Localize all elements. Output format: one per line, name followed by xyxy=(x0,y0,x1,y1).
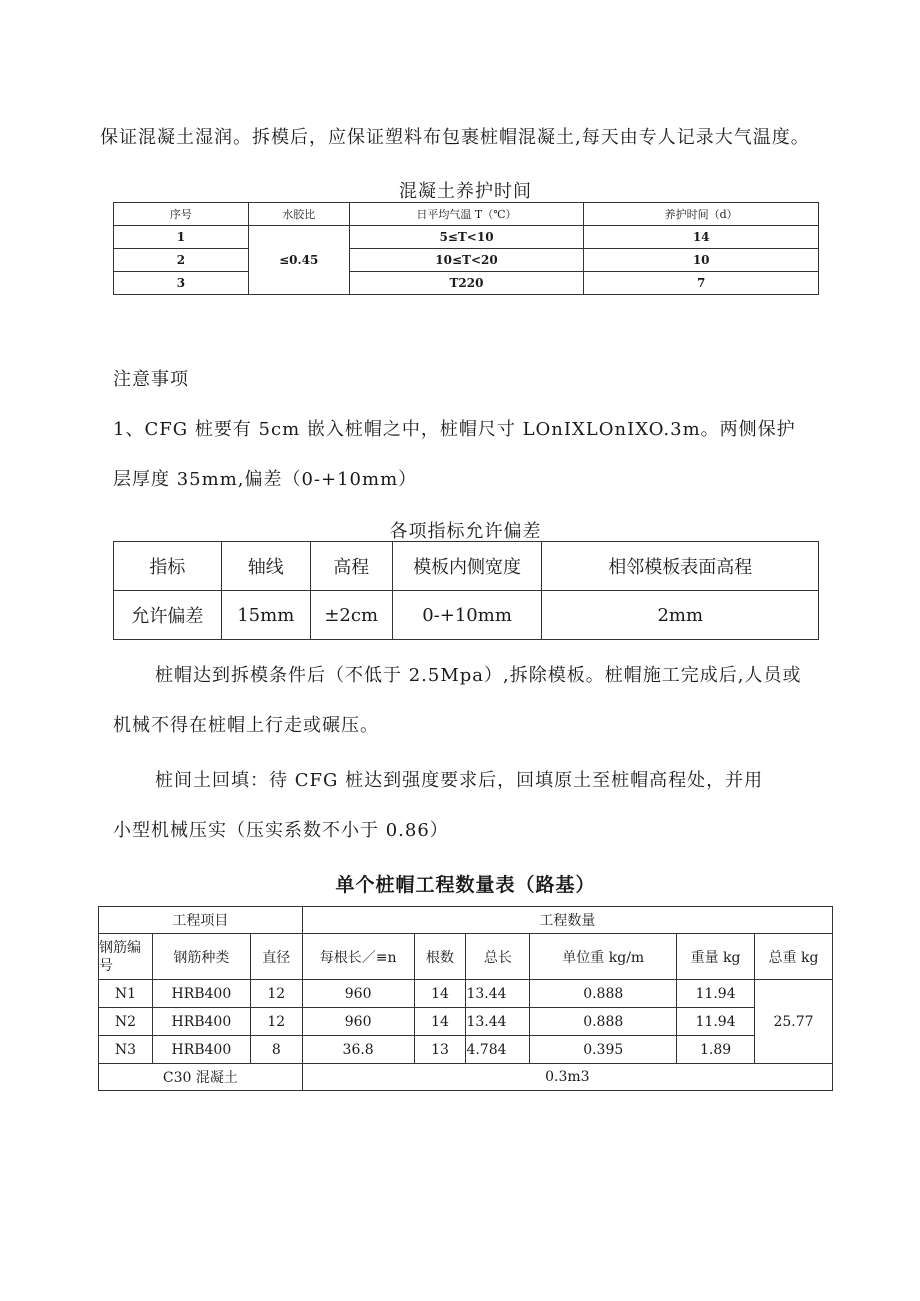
table-header-row xyxy=(114,542,819,591)
header-cell: 高程 xyxy=(310,542,392,591)
header-cell: 钢筋编号 xyxy=(99,934,153,980)
cell-count: 14 xyxy=(414,1008,466,1036)
table-cell: 2mm xyxy=(542,591,819,640)
cell-type: HRB400 xyxy=(152,1036,250,1064)
table-row xyxy=(99,1008,833,1036)
cell-weight: 1.89 xyxy=(677,1036,755,1064)
header-cell: 模板内侧宽度 xyxy=(392,542,542,591)
cell-total: 13.44 xyxy=(466,980,530,1008)
cell-concrete-value: 0.3m3 xyxy=(302,1064,832,1091)
group-header-left: 工程项目 xyxy=(99,907,303,934)
header-cell: 相邻模板表面高程 xyxy=(542,542,819,591)
cell-temp: T220 xyxy=(349,272,584,295)
cell-id: N3 xyxy=(99,1036,153,1064)
header-cell: 根数 xyxy=(414,934,466,980)
cell-weight: 11.94 xyxy=(677,1008,755,1036)
table-row xyxy=(114,226,819,249)
paragraph-2-line2: 小型机械压实（压实系数不小于 0.86） xyxy=(113,820,449,841)
cell-count: 14 xyxy=(414,980,466,1008)
notes-heading: 注意事项 xyxy=(113,369,189,390)
header-cell: 直径 xyxy=(250,934,302,980)
cell-concrete-label: C30 混凝土 xyxy=(99,1064,303,1091)
cell-weight: 11.94 xyxy=(677,980,755,1008)
cell-no: 2 xyxy=(114,249,249,272)
table-header-row xyxy=(99,934,833,980)
cell-unit: 0.395 xyxy=(530,1036,677,1064)
note-item-1-line2: 层厚度 35mm,偏差（0-+10mm） xyxy=(113,469,418,490)
note-item-1-line1: 1、CFG 桩要有 5cm 嵌入桩帽之中，桩帽尺寸 LOnIXLOnIXO.3m。两侧保护 xyxy=(113,419,796,440)
header-cell: 每根长／≡n xyxy=(302,934,414,980)
cell-days: 7 xyxy=(584,272,819,295)
table-row xyxy=(99,1064,833,1091)
cell-count: 13 xyxy=(414,1036,466,1064)
cell-total: 4.784 xyxy=(466,1036,530,1064)
cell-type: HRB400 xyxy=(152,1008,250,1036)
quantity-table xyxy=(98,906,833,1091)
group-header-right: 工程数量 xyxy=(302,907,832,934)
paragraph-1-line2: 机械不得在桩帽上行走或碾压。 xyxy=(113,715,379,736)
cell-id: N1 xyxy=(99,980,153,1008)
cell-id: N2 xyxy=(99,1008,153,1036)
header-cell: 钢筋种类 xyxy=(152,934,250,980)
cell-temp: 5≤T<10 xyxy=(349,226,584,249)
table-row xyxy=(114,591,819,640)
intro-text: 保证混凝土湿润。拆模后，应保证塑料布包裹桩帽混凝土,每天由专人记录大气温度。 xyxy=(100,127,810,148)
header-cell: 单位重 kg/m xyxy=(530,934,677,980)
cell-no: 3 xyxy=(114,272,249,295)
cell-temp: 10≤T<20 xyxy=(349,249,584,272)
curing-table-title: 混凝土养护时间 xyxy=(399,181,532,202)
cell-len: 960 xyxy=(302,1008,414,1036)
cell-days: 10 xyxy=(584,249,819,272)
table-cell: ±2cm xyxy=(310,591,392,640)
table-header-row xyxy=(114,203,819,226)
header-cell: 总重 kg xyxy=(755,934,833,980)
table-row xyxy=(114,272,819,295)
paragraph-1-line1: 桩帽达到拆模条件后（不低于 2.5Mpa）,拆除模板。桩帽施工完成后,人员或 xyxy=(155,665,802,686)
table-row xyxy=(99,980,833,1008)
header-cell: 指标 xyxy=(114,542,222,591)
cell-len: 36.8 xyxy=(302,1036,414,1064)
table-cell: 15mm xyxy=(221,591,310,640)
table-cell: 允许偏差 xyxy=(114,591,222,640)
tolerance-table-title: 各项指标允许偏差 xyxy=(389,521,542,542)
quantity-table-title: 单个桩帽工程数量表（路基） xyxy=(335,874,596,896)
cell-unit: 0.888 xyxy=(530,1008,677,1036)
curing-table xyxy=(113,202,819,295)
paragraph-2-line1: 桩间土回填：待 CFG 桩达到强度要求后，回填原土至桩帽高程处，并用 xyxy=(155,770,764,791)
header-cell: 轴线 xyxy=(221,542,310,591)
table-row xyxy=(99,1036,833,1064)
cell-unit: 0.888 xyxy=(530,980,677,1008)
cell-days: 14 xyxy=(584,226,819,249)
table-group-row xyxy=(99,907,833,934)
cell-no: 1 xyxy=(114,226,249,249)
cell-total-weight: 25.77 xyxy=(755,980,833,1064)
header-cell: 养护时间（d） xyxy=(584,203,819,226)
cell-total: 13.44 xyxy=(466,1008,530,1036)
cell-dia: 12 xyxy=(250,980,302,1008)
header-cell: 总长 xyxy=(466,934,530,980)
header-cell: 日平均气温 T（℃） xyxy=(349,203,584,226)
table-row xyxy=(114,249,819,272)
cell-water-binder: ≤0.45 xyxy=(248,226,349,295)
header-cell: 重量 kg xyxy=(677,934,755,980)
table-cell: 0-+10mm xyxy=(392,591,542,640)
header-cell: 水胶比 xyxy=(248,203,349,226)
cell-len: 960 xyxy=(302,980,414,1008)
cell-type: HRB400 xyxy=(152,980,250,1008)
cell-dia: 8 xyxy=(250,1036,302,1064)
cell-dia: 12 xyxy=(250,1008,302,1036)
header-cell: 序号 xyxy=(114,203,249,226)
tolerance-table xyxy=(113,541,819,640)
